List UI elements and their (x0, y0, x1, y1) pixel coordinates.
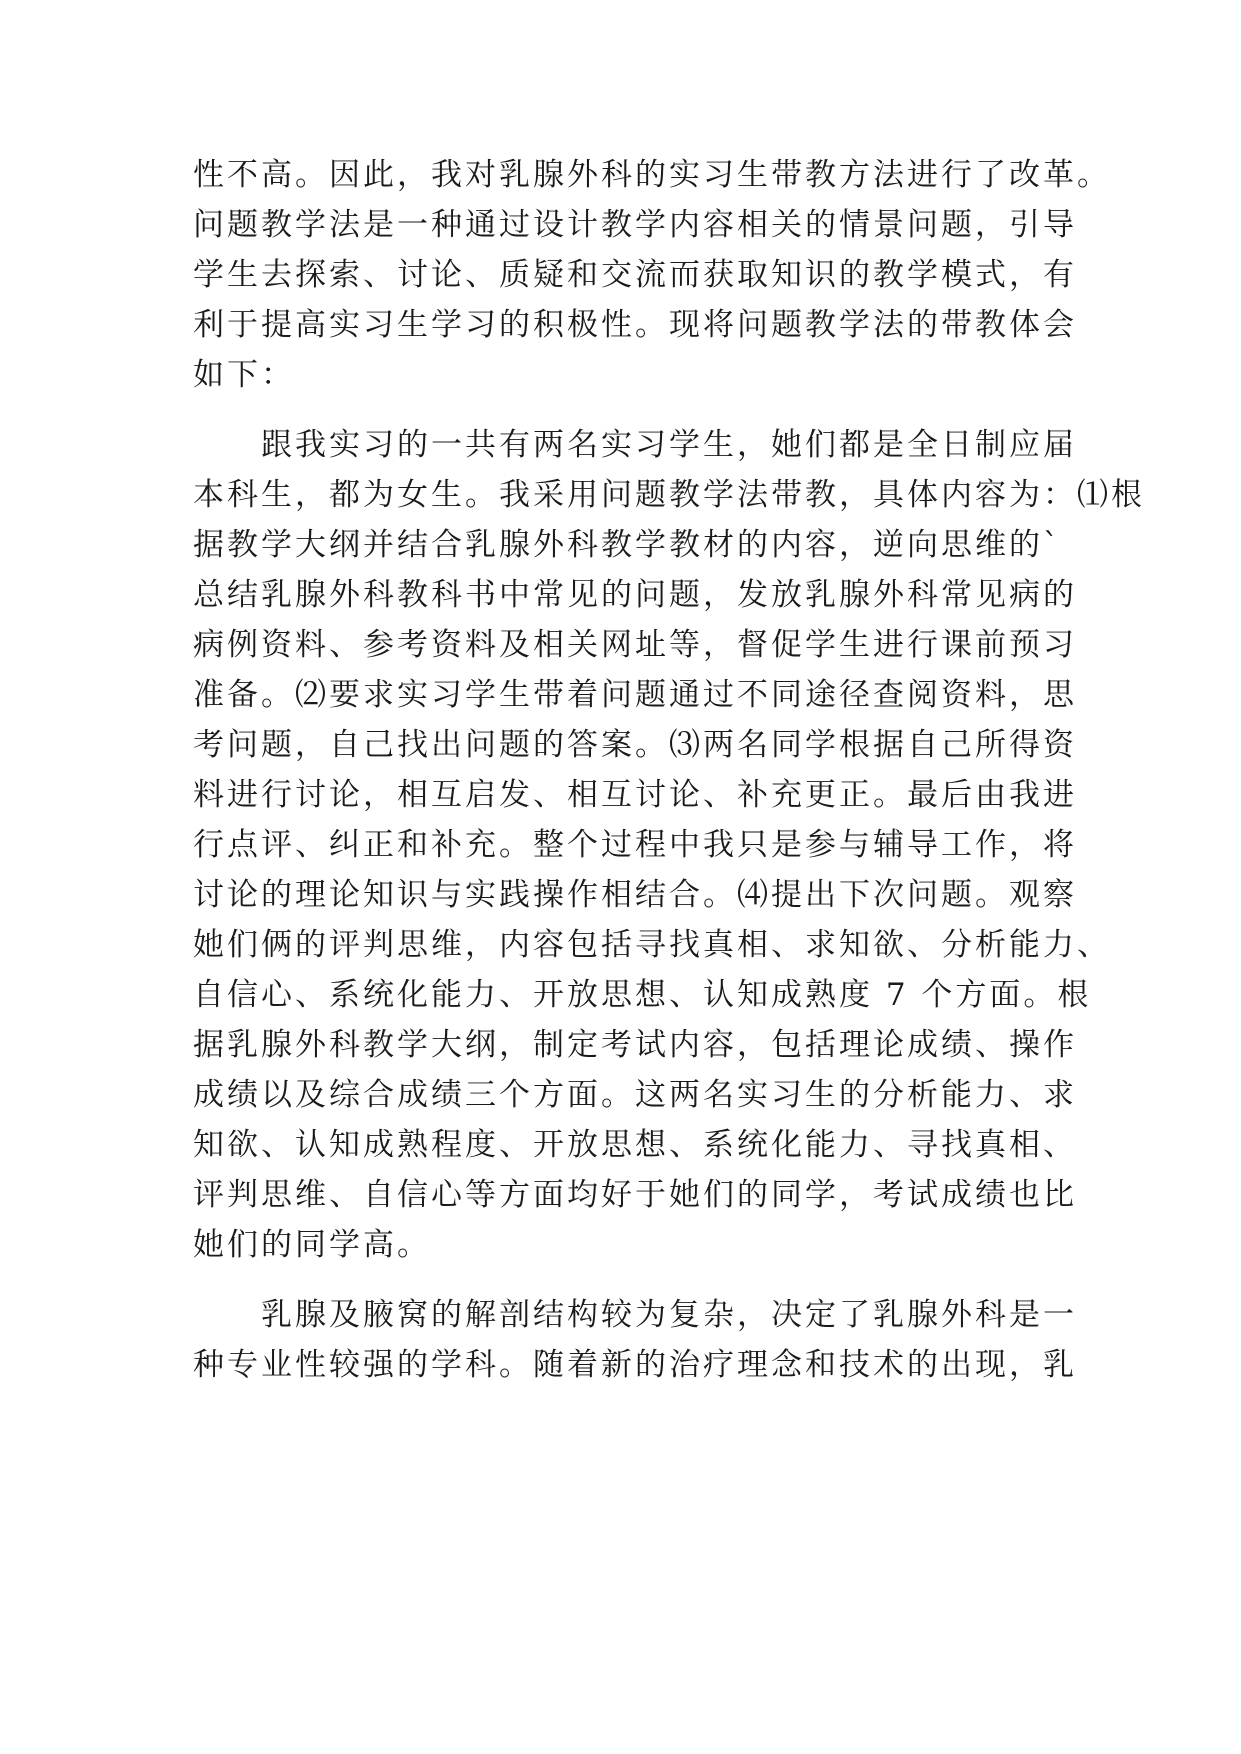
text-line: 乳腺及腋窝的解剖结构较为复杂，决定了乳腺外科是一 (193, 1297, 1077, 1333)
text-line: 准备。⑵要求实习学生带着问题通过不同途径查阅资料，思 (193, 677, 1077, 713)
paragraph-gap (193, 400, 1053, 420)
text-line: 评判思维、自信心等方面均好于她们的同学，考试成绩也比 (193, 1177, 1077, 1213)
text-line: 她们的同学高。 (193, 1227, 431, 1263)
text-line: 本科生，都为女生。我采用问题教学法带教，具体内容为：⑴根 (193, 477, 1145, 513)
text-line: 病例资料、参考资料及相关网址等，督促学生进行课前预习 (193, 627, 1077, 663)
text-line: 性不高。因此，我对乳腺外科的实习生带教方法进行了改革。 (193, 157, 1111, 193)
text-line: 料进行讨论，相互启发、相互讨论、补充更正。最后由我进 (193, 777, 1077, 813)
text-line: 据乳腺外科教学大纲，制定考试内容，包括理论成绩、操作 (193, 1027, 1077, 1063)
text-line: 总结乳腺外科教科书中常见的问题，发放乳腺外科常见病的 (193, 577, 1077, 613)
text-line: 讨论的理论知识与实践操作相结合。⑷提出下次问题。观察 (193, 877, 1077, 913)
paragraph-gap (193, 1270, 1053, 1290)
text-line: 自信心、系统化能力、开放思想、认知成熟度 7 个方面。根 (193, 977, 1092, 1013)
text-line: 利于提高实习生学习的积极性。现将问题教学法的带教体会 (193, 307, 1077, 343)
text-line: 种专业性较强的学科。随着新的治疗理念和技术的出现，乳 (193, 1347, 1077, 1383)
text-line: 知欲、认知成熟程度、开放思想、系统化能力、寻找真相、 (193, 1127, 1077, 1163)
text-line: 学生去探索、讨论、质疑和交流而获取知识的教学模式，有 (193, 257, 1077, 293)
text-line: 据教学大纲并结合乳腺外科教学教材的内容，逆向思维的` (193, 527, 1062, 563)
text-line: 她们俩的评判思维，内容包括寻找真相、求知欲、分析能力、 (193, 927, 1111, 963)
text-line: 考问题，自己找出问题的答案。⑶两名同学根据自己所得资 (193, 727, 1077, 763)
text-line: 成绩以及综合成绩三个方面。这两名实习生的分析能力、求 (193, 1077, 1077, 1113)
text-line: 如下： (193, 357, 295, 393)
document-body (193, 150, 1145, 1390)
text-line: 问题教学法是一种通过设计教学内容相关的情景问题，引导 (193, 207, 1077, 243)
text-line: 跟我实习的一共有两名实习学生，她们都是全日制应届 (193, 427, 1077, 463)
text-line: 行点评、纠正和补充。整个过程中我只是参与辅导工作，将 (193, 827, 1077, 863)
